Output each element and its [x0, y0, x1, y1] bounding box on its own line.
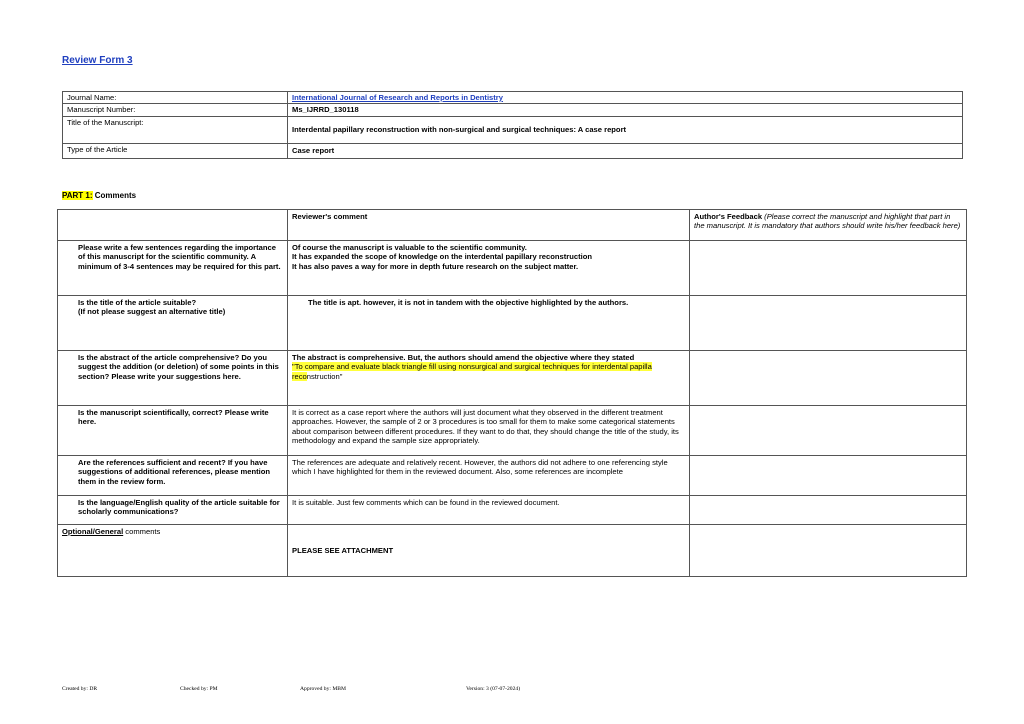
comment-line: It has also paves a way for more in depth future research on the subject matter. [292, 261, 579, 271]
article-type-value: Case report [288, 143, 963, 158]
footer-checked: Checked by: PM [180, 686, 218, 692]
manuscript-number-label: Manuscript Number: [63, 104, 288, 116]
author-feedback-cell[interactable] [690, 296, 967, 351]
comment-line: It has expanded the scope of knowledge on the interdental papillary reconstruction [292, 252, 593, 262]
journal-name-label: Journal Name: [63, 92, 288, 104]
table-row [58, 406, 967, 456]
table-row [58, 241, 967, 296]
header-reviewer-comment: Reviewer's comment [288, 210, 690, 241]
author-feedback-cell[interactable] [690, 525, 967, 577]
manuscript-number-row [63, 104, 963, 116]
part1-heading [62, 191, 136, 200]
article-type-row [63, 143, 963, 158]
author-feedback-note: (Please correct the manuscript and highlight that part in the manuscript. It is mandatory that authors should write his/her feedback here) [694, 212, 961, 231]
manuscript-title-row [63, 116, 963, 143]
optional-comment: PLEASE SEE ATTACHMENT [288, 525, 690, 577]
quote-rest: nstruction" [306, 371, 343, 381]
question-importance: Please write a few sentences regarding the importance of this manuscript for the scientific community. A minimum of 3-4 sentences may be required for this part. [58, 241, 288, 296]
optional-label-rest: comments [123, 527, 161, 536]
table-row [58, 456, 967, 496]
comment-importance [288, 241, 690, 296]
part1-prefix: PART 1: [62, 191, 93, 200]
manuscript-title-value: Interdental papillary reconstruction with non-surgical and surgical techniques: A case report [288, 116, 963, 143]
form-title: Review Form 3 [62, 55, 133, 66]
header-row [58, 210, 967, 241]
part1-suffix: Comments [92, 191, 137, 200]
optional-row [58, 525, 967, 577]
comment-references: The references are adequate and relatively recent. However, the authors did not adhere to one referencing style which I have highlighted for them in the reviewed document. Also, some references are incomplete [288, 456, 690, 496]
question-line: (If not please suggest an alternative title) [78, 307, 226, 317]
comment-abstract [288, 351, 690, 406]
author-feedback-title: Author's Feedback [694, 212, 763, 221]
comment-title [288, 296, 690, 351]
comment-language: It is suitable. Just few comments which can be found in the reviewed document. [288, 496, 690, 525]
journal-name-link[interactable]: International Journal of Research and Reports in Dentistry [292, 93, 503, 102]
question-references: Are the references sufficient and recent? If you have suggestions of additional references, please mention them in the review form. [58, 456, 288, 496]
author-feedback-cell[interactable] [690, 456, 967, 496]
header-author-feedback [690, 210, 967, 241]
comment-quote [292, 362, 685, 381]
author-feedback-cell[interactable] [690, 406, 967, 456]
journal-name-value[interactable] [288, 92, 963, 104]
footer-version: Version: 3 (07-07-2024) [466, 686, 521, 692]
table-row [58, 496, 967, 525]
question-line: Is the title of the article suitable? [78, 298, 197, 307]
footer-approved: Approved by: MBM [300, 686, 346, 692]
highlighted-quote: "To compare and evaluate black triangle fill using nonsurgical and surgical techniques for interdental papilla reco [292, 362, 652, 381]
journal-name-row [63, 92, 963, 104]
question-abstract: Is the abstract of the article comprehensive? Do you suggest the addition (or deletion) of some points in this section? Please write your suggestions here. [58, 351, 288, 406]
manuscript-title-label: Title of the Manuscript: [63, 116, 288, 143]
comment-scientific: It is correct as a case report where the authors will just document what they observed in the different treatment approaches. However, the sample of 2 or 3 procedures is too small for them to make some categorical statements about comparison between different procedures. If they want to do that, they should change the title of the study, its methodology and expand the sample size appropriately. [288, 406, 690, 456]
optional-label [58, 525, 288, 577]
manuscript-number-value: Ms_IJRRD_130118 [288, 104, 963, 116]
article-type-label: Type of the Article [63, 143, 288, 158]
footer-created: Created by: DR [62, 686, 98, 692]
header-empty-cell [58, 210, 288, 241]
optional-label-bold: Optional/General [62, 527, 124, 536]
comment-text: The abstract is comprehensive. But, the authors should amend the objective where they stated [292, 353, 635, 362]
comment-text: The title is apt. however, it is not in tandem with the objective highlighted by the authors. [308, 298, 629, 307]
question-language: Is the language/English quality of the article suitable for scholarly communications? [58, 496, 288, 525]
comments-table [57, 209, 967, 577]
table-row [58, 351, 967, 406]
author-feedback-cell[interactable] [690, 351, 967, 406]
author-feedback-cell[interactable] [690, 241, 967, 296]
question-title [58, 296, 288, 351]
comment-line: Of course the manuscript is valuable to the scientific community. [292, 243, 527, 252]
table-row [58, 296, 967, 351]
question-scientific: Is the manuscript scientifically, correct? Please write here. [58, 406, 288, 456]
author-feedback-cell[interactable] [690, 496, 967, 525]
manuscript-info-table [62, 91, 963, 159]
